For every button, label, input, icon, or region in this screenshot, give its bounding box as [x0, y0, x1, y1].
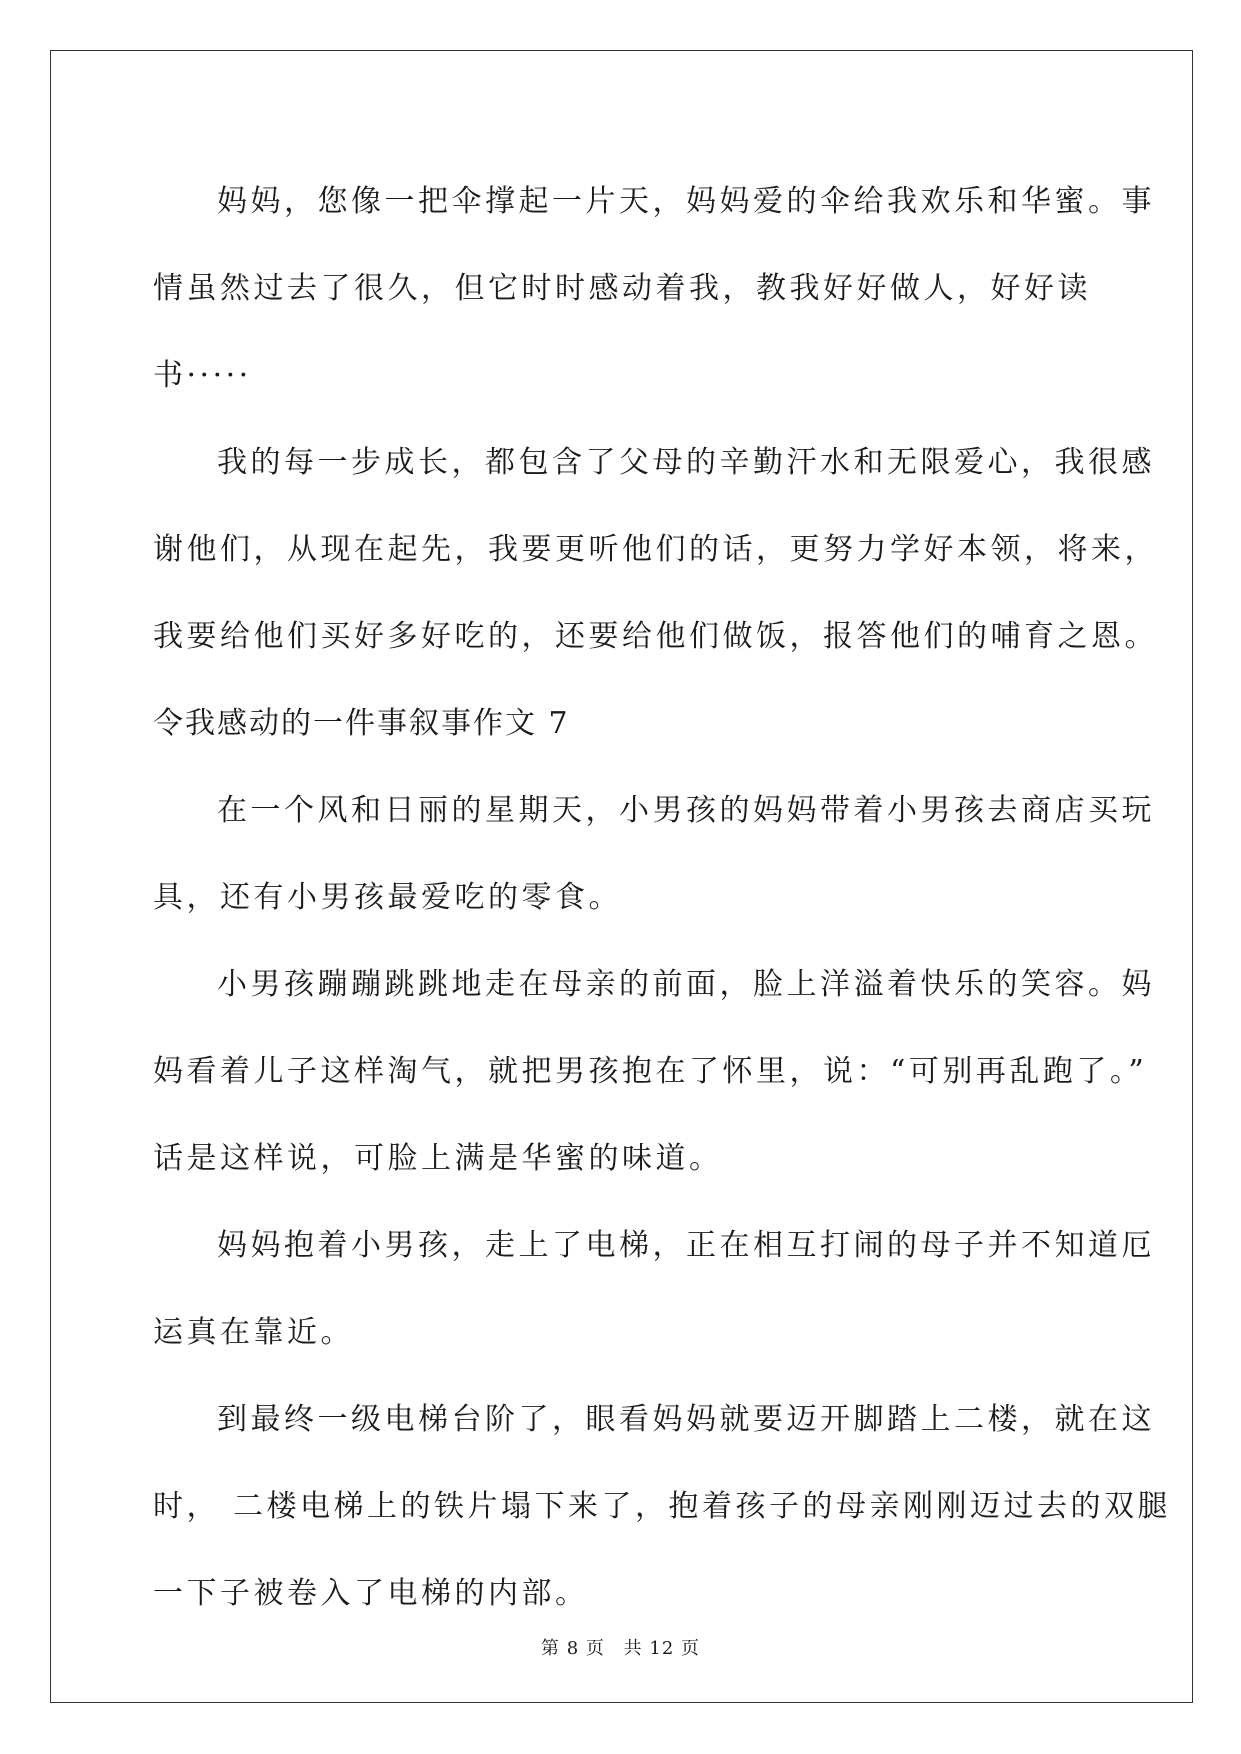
section-title-text: 令我感动的一件事叙事作文 7 — [153, 706, 570, 741]
section-title — [153, 680, 1093, 767]
text-line: 在一个风和日丽的星期天，小男孩的妈妈带着小男孩去商店买玩 — [217, 793, 1155, 828]
text-line: 妈看着儿子这样淘气，就把男孩抱在了怀里，说：“可别再乱跑了。” — [153, 1054, 1148, 1089]
page-total: 共 12 页 — [623, 1638, 700, 1659]
paragraph — [153, 767, 1155, 941]
text-line: 具，还有小男孩最爱吃的零食。 — [153, 880, 622, 915]
paragraph — [153, 1376, 1172, 1637]
text-line: 到最终一级电梯台阶了，眼看妈妈就要迈开脚踏上二楼，就在这 — [217, 1402, 1155, 1437]
page-footer — [0, 1634, 1241, 1660]
text-line: 时， 二楼电梯上的铁片塌下来了，抱着孩子的母亲刚刚迈过去的双腿 — [153, 1489, 1172, 1524]
text-line: 一下子被卷入了电梯的内部。 — [153, 1576, 589, 1611]
text-line: 书····· — [153, 358, 252, 393]
text-line: 小男孩蹦蹦跳跳地走在母亲的前面，脸上洋溢着快乐的笑容。妈 — [217, 967, 1155, 1002]
paragraph — [153, 941, 1155, 1202]
page-number: 第 8 页 — [541, 1638, 605, 1659]
paragraph — [153, 419, 1158, 680]
text-line: 我要给他们买好多好吃的，还要给他们做饭，报答他们的哺育之恩。 — [153, 619, 1158, 654]
text-line: 妈妈，您像一把伞撑起一片天，妈妈爱的伞给我欢乐和华蜜。事 — [217, 184, 1155, 219]
text-line: 话是这样说，可脸上满是华蜜的味道。 — [153, 1141, 723, 1176]
text-line: 情虽然过去了很久，但它时时感动着我，教我好好做人，好好读 — [153, 271, 1091, 306]
document-body — [153, 158, 1172, 1637]
text-line: 我的每一步成长，都包含了父母的辛勤汗水和无限爱心，我很感 — [217, 445, 1155, 480]
paragraph — [153, 158, 1155, 419]
text-line: 妈妈抱着小男孩，走上了电梯，正在相互打闹的母子并不知道厄 — [217, 1228, 1155, 1263]
text-line: 谢他们，从现在起先，我要更听他们的话，更努力学好本领，将来， — [153, 532, 1158, 567]
text-line: 运真在靠近。 — [153, 1315, 354, 1350]
paragraph — [153, 1202, 1155, 1376]
